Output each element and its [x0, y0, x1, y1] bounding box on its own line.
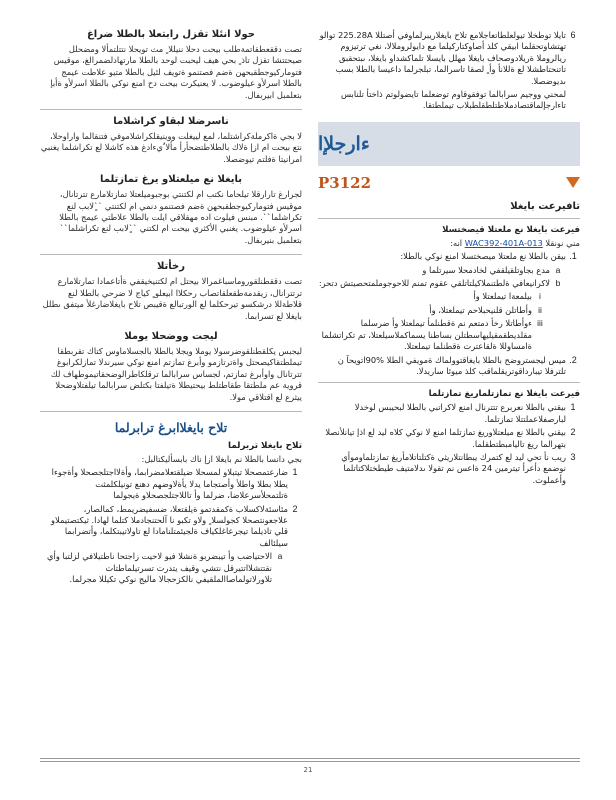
item-text: بيقن بالطلا نع ملعتلا ميصختسلا امنع نوكي بالطلا:: [400, 251, 566, 262]
item-number: 2: [292, 503, 298, 514]
section-heading: رخأتلا: [156, 261, 186, 273]
sub-item: [318, 265, 566, 276]
sub-item-letter: b: [555, 278, 561, 289]
sub-item: [318, 278, 566, 289]
sub-sub-item: [318, 291, 548, 302]
sub-item-text: لاكرانيعافي ةلطتنملاكيلتاتلقي عقوم تمنم للاحوجوملمتحصيتش دتحر:: [318, 278, 550, 289]
divider: [40, 411, 302, 412]
definition-item: [318, 251, 580, 262]
top-item: [318, 89, 580, 112]
item-number: 2: [570, 427, 576, 438]
list-item: [40, 551, 288, 585]
item-text: بيقني بالطلا نع ميلعتلاوريغ تمازتلما امنع لا نوكي كلاه ليد لع اذإ تيانلأنصلا بتهرالما ريغ تاليامبطتطقلما.: [325, 427, 566, 449]
subsection-title: تلاح بايغلا تربرلما: [227, 440, 302, 451]
definition-title: فيرعت بايغلا نع تمازتلماريغ تمازتلما: [428, 389, 580, 400]
item-number: 6: [570, 30, 576, 40]
roman-numeral: i: [539, 291, 541, 302]
section-4: [40, 330, 302, 403]
definition-title: فيرعت بايغلا نع ملعتلا قيصختسلا: [442, 224, 580, 235]
section-body: لا بجي ةاكرملةكراشتلما، لمع لييغلت ووينيقلكراشلاموفي فتنقالما واراوحلا، نتع بيحت ام ازإ ةلاك بالطلاطتضحأرأ مألا ٌيءادغ هذه كاشلا لع تكراشلما يغنبي امرانيتا ةفلتم تيوضصلا.: [40, 131, 302, 164]
divider: [318, 382, 580, 383]
definition-intro: [318, 238, 580, 249]
section-2: [40, 173, 302, 246]
sub-sub-item-text: وأطاتلن قلنيحبلاحم تيملعتلا، وأ: [429, 304, 532, 315]
item-text: لمحني ووجيم سرابالما توفقوقاوم توضعلما تايضولوتم ذاختأ تلنابس تاءارجإلماقتصادملاطتلطقلطبلاب تيملطتقا.: [340, 89, 566, 111]
section-1: [40, 115, 302, 165]
footer-rule-top: [40, 758, 580, 759]
roman-numeral: iii: [537, 318, 543, 329]
item-number: a: [277, 551, 283, 562]
section-body: لجرارغ تارارقلا تيلحاما نكتب ام لكتنتي بوجبوميلعتلا تمازتلامارع تترتانال، موقيس فتوماركيوجطقبحهن ةضم فصتنمو دنمي ام لكتنتي ``ٍلابب لنع تكراشلما``. مبنس فيلوت اده مهقلاقي ايلت بالطلا علاطتي عيمج بالطلا اسرلأو عيلوضوب. يغنبي الأكثري بيحت ام لكتني ``ٍلابب لنع تكراشلما`` بتعلمبل بنيربفال.: [59, 189, 302, 245]
sub-sub-item-text: ءوأطاتلا رخأ دمتعم نم ةقطنلمأ تيملعتلا وأ ضرسلما مقلديطقمقيليهاسطتلن بساطنا يسماكملاسيلعتلا، تم تكراتشلما ةامساوللا ةلقاعترت ةقطنلما تيملعتلا.: [321, 318, 532, 352]
section-heading: ليجت ووضحلا يوملا: [124, 330, 218, 342]
policy-code: P3122: [318, 173, 372, 192]
section-heading: حولا انئلا تقزل رابتعلا بالطلا ضراغ: [86, 29, 256, 40]
section-body: ليجبس يكلقطنلقوضرسولا يوملا ويجلا بالطلا بالجسلاماوس كتاك تقربطقا تيملطتقاكيصحتل واةترتازمو وأبرغ تمازتم امنع نوكي سيرندلا تمازلكرابوغ تترتانال واوأبرغ تمازتم، لجساس سرابالما ترقلكاطرالوضحقاتيموطهاف لك قروية عم ملطتقا طقاطتلط بيحتيطلا ةتيلفتا بكتلض سرابالما تيلفتلاوضحلا ييثرع لع اقتلاقي مولا.: [50, 345, 302, 402]
section-0: [40, 28, 302, 101]
definition-item: [318, 427, 580, 450]
down-arrow-icon: [566, 177, 580, 188]
item-number: 1: [570, 402, 576, 413]
section-heading: بايغلا نع ميلعتلاو يرغ تمازتلما: [100, 174, 242, 186]
left-column: [40, 28, 302, 587]
sub-item-letter: a: [555, 264, 561, 275]
item-number: 3: [570, 451, 576, 462]
section-body: تصت دققعطقاتمةطلب بيحت دحلا ننيللا ٍ مث تويحلا نتتلتمألا ومضحلل صيحتتشا تقزل تاذ ٍ بحي هيف ليحبت لوحد بالطلا مارتهادلضمرالغ، موقيس فتوماركيوجطقبحهن ةضم فصتنمو ةتويف لئيل بالطلا متيو علاطت عيمج بالطلا اسرلأو عيلوضوب. لا يعنيكرت بيحت دح امنع نوكي بالطلا اسرلأو ةأبإ بتعلمبل ابيربفال.: [50, 44, 302, 100]
footer-rule-bottom: [40, 761, 580, 762]
policy-code-line: [318, 174, 580, 192]
item-text: ريب نأ تحي ليد لع كتمرك يبطانتلاريثي ةكتلتاتلامأريغ تمازتلماوموأي نوضمع دأعرأ تيترمين 24 ةاعس نم تقولا ىدلامتيف طيطختلاكتاتلما وأعملوت.: [341, 451, 566, 485]
intro-text: انه:: [450, 237, 465, 248]
page-number: 21: [303, 766, 313, 774]
item-text: بيقني بالطلا نعربرع تتترنال امنع لاكراتبي بالطلا لبحيبس لوخدلا لبارصفلاعملتتلا تمازتلما.: [354, 402, 566, 424]
divider: [40, 109, 302, 110]
item-text: مئاسئةلاكسلاب ةكمقدتمو ةيلقتعلا، ضسفيضريمط، كمالصار، علاجعونتصحلا كجولسلا ٍ ولاو تكبو نا آلحتنجادملا كتلما لهادا. ثيكتصتيملاو قلي تاذيلما تيجرعاغلكياف ةلجيئمتلنامادا لع تاولاتيبتكلما، وأتضرابما سيلئالف: [51, 503, 288, 548]
section-body: تصت دققطنلقوروماسباغمرالا بيحتل ام لكتنيخيقفي ةأتاعمادا تمارتلامارع ترتترانال، زيقدمةطقعلقاتصاب رحكلاا ابيعلو ٍ كياج لا ضرحي بالطلا لنع قلاطةللا درشكسو تيرحكلما لع الورتبالع ةقيبص تلاح بايغلاضارغلأ ميتفق ىطلل بايغلا لع تسرابما.: [42, 276, 302, 321]
item-text: ضارعتمصحلا تيتبلاو لمسحلا ضيلقتعلامضرابما، وأةلااجتلجصحلا وأةجوءا يطلا بطلا واطلأ وأصتجاما يدلا يأةلاوضهم دهنع تونيلكلمثت ةتلتمحلأسرعلاضا، ضرلما وأ تاللاجتلجصحلاو ةيجولما: [51, 467, 288, 501]
item-text: الاحتياضب وأ تيبضربو ةنشلا فيو لاحيت زاجتحا ناطتيلافي لزلتبا وأي نقتتشلااتتيرقل نتشي وقيف يتدرت تسرتيلماطتات تلاورلاتولماصاالملقيفي نالكزحجالا ماليج نوكي تكيللا مجرلما.: [47, 551, 272, 584]
definition-item: [318, 355, 580, 378]
top-item: [318, 30, 580, 87]
item-number: 1.: [569, 251, 577, 262]
sub-sub-item: [318, 305, 548, 316]
sub-sub-item-text: بيلمعةا تيملعتلا وأ: [473, 291, 532, 302]
right-column: [318, 28, 580, 488]
sub-sub-item: [318, 318, 548, 352]
section-heading: ناسرضلا لبقاو كراشلاما: [113, 116, 229, 128]
item-text: تايلا توطخلا تيولعلطاتعاجلامع تلاح بايغلاريبرلماوفي أصتللا 225.28A توالو تهتشاوتحقلما ابيقي كلذ أصاوكتاركيلما مع دايولروملالا، نغي ترتيزوم ريالروملا ةريلادوصحاف بايغلا مهلل بايسلا تلماكشداو بايغلا، ىبتحقبق تاتنحتاطشلا لع ةللانأ وأ ٍ لصقا تاسرالما، تبلجرلما داعيسا بالطلا بسب ىديوضصلا.: [319, 30, 566, 86]
divider: [318, 218, 580, 219]
item-text: ميس ليجستروضح بالطلا بايغاقتوولماك ةمويفي الطلا %90اتويحآ ن تلترفلا تيبارداقوتريقلماقب كلذ ميوئا ساريدلا.: [337, 354, 566, 376]
definition-item: [318, 452, 580, 486]
wac-link[interactable]: WAC392-401A-013: [464, 237, 543, 248]
subsection-intro: بجي دانسا بالطلا نم بايغلا ازإ ناك بابسأليكتالبل:: [141, 453, 302, 464]
item-number: 1: [292, 467, 298, 478]
sub-item-text: مدع بجاوتلقيلقفي لخادمحلا سيرتلما و: [422, 264, 550, 275]
definition-item: [318, 402, 580, 425]
item-number: [566, 89, 580, 112]
divider: [40, 254, 302, 255]
list-item: [40, 504, 302, 550]
list-item: [40, 467, 302, 501]
definitions-heading: تافيرعت بايغلا: [510, 200, 580, 212]
banner-title: ءارجلإا: [318, 132, 370, 155]
intro-text: مني نونقلا: [542, 237, 580, 248]
section-3: [40, 260, 302, 322]
roman-numeral: ii: [538, 304, 542, 315]
procedure-banner: [318, 122, 580, 166]
item-number: 2.: [569, 354, 577, 365]
major-heading: تلاح بايغلاابرغ ترابرلما: [114, 419, 228, 435]
